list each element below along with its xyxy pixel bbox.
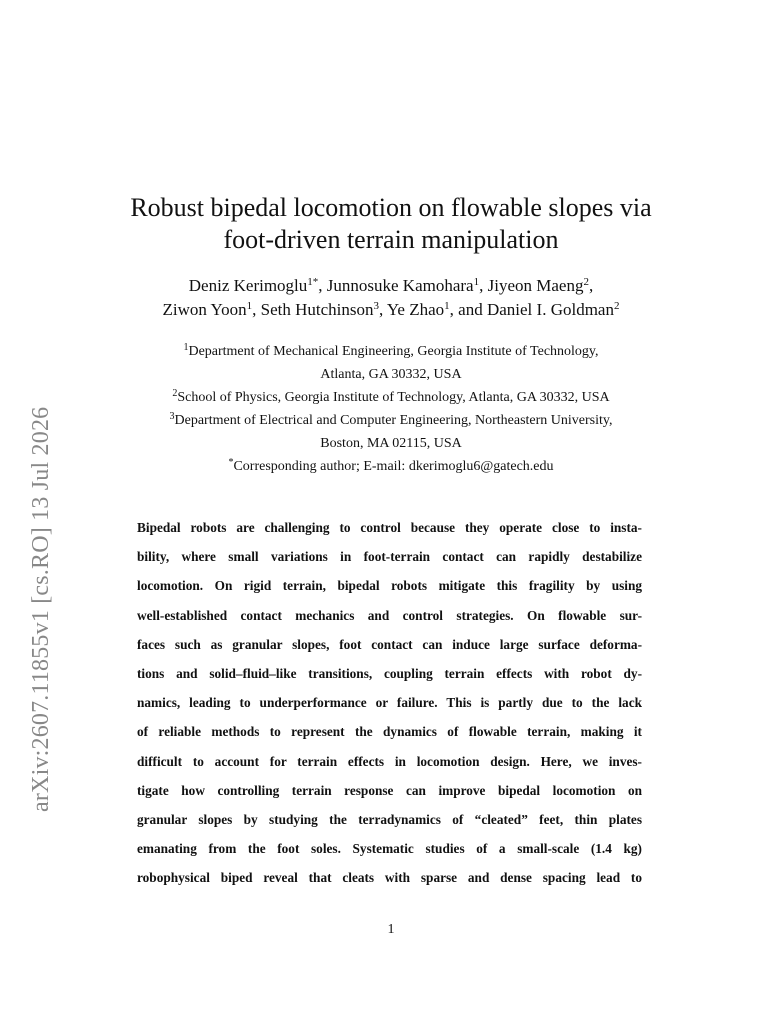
page-number: 1: [387, 922, 395, 937]
author-list: [0, 274, 782, 322]
affiliations: [0, 340, 782, 478]
author-separator: ,: [479, 276, 488, 295]
affiliation-mark: 1: [183, 342, 189, 353]
abstract-line: of reliable methods to represent the dynamics of flowable terrain, making it: [137, 724, 642, 740]
author-separator: , and: [449, 300, 487, 319]
author-name: Seth Hutchinson: [260, 300, 374, 319]
abstract-line: Bipedal robots are challenging to control because they operate close to insta-: [137, 520, 642, 535]
author-separator: ,: [378, 300, 387, 319]
author-name: Ziwon Yoon: [162, 300, 247, 319]
abstract-line: faces such as granular slopes, foot contact can induce large surface deforma-: [137, 636, 642, 652]
abstract-line: namics, leading to underperformance or failure. This is partly due to the lack: [137, 695, 642, 711]
affiliation-1: [0, 340, 782, 363]
author-affiliation-mark: 1: [473, 276, 480, 288]
corresponding-mark: *: [228, 457, 234, 468]
paper-title: [0, 192, 782, 256]
affiliation-text: Department of Mechanical Engineering, Georgia Institute of Technology,: [188, 344, 599, 359]
abstract: [137, 513, 642, 892]
author-name: Ye Zhao: [386, 300, 445, 319]
author-affiliation-mark: 1: [246, 300, 253, 312]
author-affiliation-mark: 1: [444, 300, 450, 312]
abstract-line: well-established contact mechanics and control strategies. On flowable sur-: [137, 607, 642, 623]
author-name: Deniz Kerimoglu: [188, 276, 308, 295]
author-affiliation-mark: 3: [373, 300, 379, 312]
abstract-line: tions and solid–fluid–like transitions, coupling terrain effects with robot dy-: [137, 665, 642, 681]
abstract-line: bility, where small variations in foot-terrain contact can rapidly destabilize: [137, 549, 642, 565]
abstract-line: granular slopes by studying the terradynamics of “cleated” feet, thin plates: [137, 811, 642, 827]
title-line-1: Robust bipedal locomotion on flowable slopes via: [130, 193, 652, 222]
affiliation-mark: 3: [169, 411, 175, 422]
author-name: Daniel I. Goldman: [486, 300, 614, 319]
affiliation-2: [0, 386, 782, 409]
title-line-2: foot-driven terrain manipulation: [223, 225, 559, 254]
affiliation-3: [0, 409, 782, 432]
affiliation-mark: 2: [172, 388, 178, 399]
author-affiliation-mark: 2: [613, 300, 620, 312]
arxiv-identifier: arXiv:2607.11855v1 [cs.RO] 13 Jul 2026: [28, 406, 54, 812]
affiliation-text: School of Physics, Georgia Institute of Technology, Atlanta, GA 30332, USA: [177, 390, 610, 405]
abstract-line: tigate how controlling terrain response can improve bipedal locomotion on: [137, 782, 642, 798]
author-line-1: [0, 274, 782, 298]
author-name: Jiyeon Maeng: [487, 276, 584, 295]
abstract-line: emanating from the foot soles. Systematic studies of a small-scale (1.4 kg): [137, 841, 642, 857]
abstract-line: difficult to account for terrain effects in locomotion design. Here, we inves-: [137, 753, 642, 769]
author-affiliation-mark: 1*: [307, 276, 319, 288]
corresponding-text: Corresponding author; E-mail: dkerimoglu6@gatech.edu: [233, 459, 554, 474]
corresponding-author: [0, 455, 782, 478]
abstract-line: locomotion. On rigid terrain, bipedal robots mitigate this fragility by using: [137, 578, 642, 594]
author-separator: ,: [252, 300, 261, 319]
author-separator: ,: [588, 276, 594, 295]
affiliation-text: Department of Electrical and Computer Engineering, Northeastern University,: [174, 413, 613, 428]
affiliation-3-cont: Boston, MA 02115, USA: [320, 436, 462, 451]
affiliation-1-cont: Atlanta, GA 30332, USA: [320, 367, 462, 382]
author-name: Junnosuke Kamohara: [326, 276, 474, 295]
author-separator: ,: [318, 276, 327, 295]
author-line-2: [0, 298, 782, 322]
author-affiliation-mark: 2: [583, 276, 589, 288]
abstract-line: robophysical biped reveal that cleats with sparse and dense spacing lead to: [137, 870, 642, 886]
